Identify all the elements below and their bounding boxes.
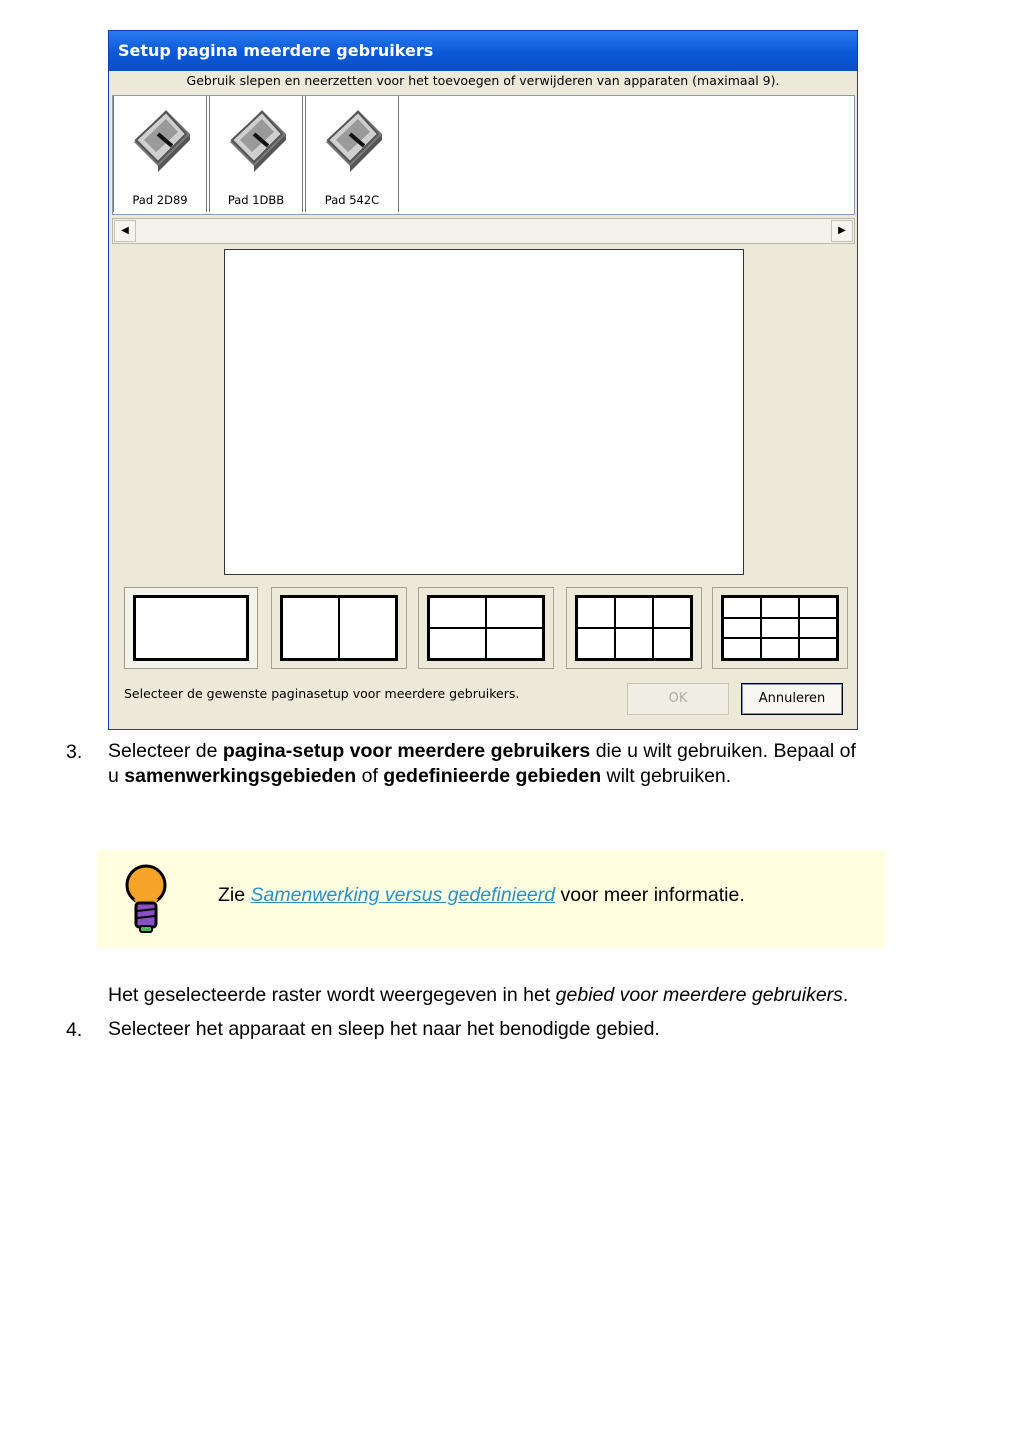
tip-text: Zie Samenwerking versus gedefinieerd voor meer informatie. (218, 884, 745, 906)
layout-option-2x3[interactable] (566, 587, 702, 669)
layout-cell (615, 628, 653, 659)
device-label: Pad 542C (324, 193, 380, 207)
step-number: 3. (66, 741, 83, 763)
layout-grid-preview (280, 595, 398, 661)
tip-box (97, 850, 885, 948)
collaboration-link[interactable]: Samenwerking versus gedefinieerd (250, 884, 556, 906)
layout-cell (761, 618, 799, 639)
layout-cell (282, 597, 339, 659)
layout-cell (653, 628, 691, 659)
lightbulb-icon (121, 863, 171, 935)
layout-cell (723, 597, 761, 618)
device-label: Pad 1DBB (227, 193, 285, 207)
layout-cell (429, 597, 486, 628)
device-label: Pad 2D89 (132, 193, 188, 207)
layout-cell (339, 597, 396, 659)
layout-option-1x1[interactable] (124, 587, 258, 669)
signature-pad-icon (224, 104, 292, 176)
horizontal-scrollbar[interactable] (112, 218, 855, 244)
dialog-title: Setup pagina meerdere gebruikers (109, 31, 857, 71)
layout-cell (761, 597, 799, 618)
step-4-text: Selecteer het apparaat en sleep het naar het benodigde gebied. (108, 1018, 660, 1040)
layout-cell (799, 638, 837, 659)
step-3-text: Selecteer de pagina-setup voor meerdere gebruikers die u wilt gebruiken. Bepaal of u samenwerkingsgebieden of gedefinieerde gebieden wilt gebruiken. (108, 740, 856, 787)
device-pad-2d89[interactable] (113, 96, 207, 212)
layout-cell (653, 597, 691, 628)
layout-grid-preview (721, 595, 839, 661)
layout-cell (799, 618, 837, 639)
device-pad-1dbb[interactable] (209, 96, 303, 212)
layout-cell (615, 597, 653, 628)
layout-grid-preview (427, 595, 545, 661)
status-message: Selecteer de gewenste paginasetup voor meerdere gebruikers. (124, 686, 520, 701)
layout-cell (486, 628, 543, 659)
layout-option-2x2[interactable] (418, 587, 554, 669)
layout-cell (761, 638, 799, 659)
ok-button[interactable]: OK (627, 683, 729, 715)
layout-cell (486, 597, 543, 628)
layout-grid-preview (575, 595, 693, 661)
signature-pad-icon (128, 104, 196, 176)
layout-grid-preview (133, 595, 249, 661)
layout-cell (577, 628, 615, 659)
step-number: 4. (66, 1019, 83, 1041)
cancel-button[interactable]: Annuleren (741, 683, 843, 715)
device-pad-542c[interactable] (305, 96, 399, 212)
layout-cell (723, 618, 761, 639)
drag-drop-hint: Gebruik slepen en neerzetten voor het toevoegen of verwijderen van apparaten (maximaal 9). (186, 73, 780, 88)
scroll-left-arrow-icon[interactable]: ◀ (114, 220, 136, 242)
multi-user-area[interactable] (224, 249, 744, 575)
result-text: Het geselecteerde raster wordt weergegeven in het gebied voor meerdere gebruikers. (108, 984, 849, 1006)
layout-option-1x2[interactable] (271, 587, 407, 669)
layout-cell (577, 597, 615, 628)
layout-cell (429, 628, 486, 659)
layout-cell (723, 638, 761, 659)
layout-option-3x3[interactable] (712, 587, 848, 669)
scroll-right-arrow-icon[interactable]: ▶ (831, 220, 853, 242)
signature-pad-icon (320, 104, 388, 176)
layout-cell (799, 597, 837, 618)
multi-user-setup-dialog (108, 30, 858, 730)
layout-cell (135, 597, 247, 659)
device-tray (112, 95, 855, 215)
